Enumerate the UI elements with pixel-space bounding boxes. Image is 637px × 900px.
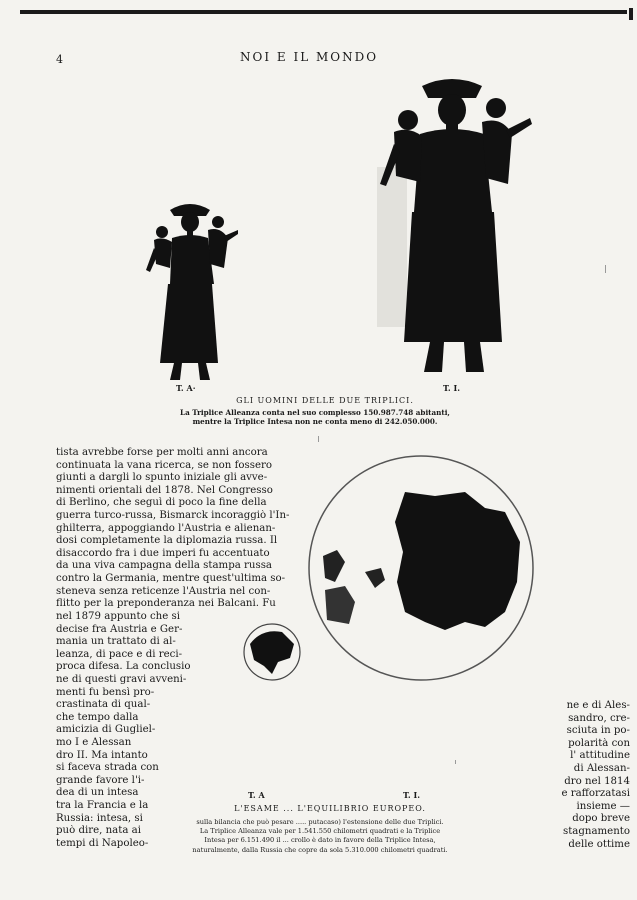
figure2-caption-line: Intesa per 6.151.490 il ... crollo è dato in favore della Triplice Intesa, (204, 836, 436, 845)
text-line: sciuta in po- (566, 725, 630, 737)
margin-mark (318, 436, 319, 442)
body-text-right-column (518, 700, 630, 851)
text-line: che tempo dalla (56, 711, 139, 723)
text-line: da una viva campagna della stampa russa (56, 560, 273, 572)
text-line: polarità con (568, 737, 630, 749)
text-line: ghilterra, appoggiando l'Austria e alienan- (56, 522, 276, 534)
body-text-left-top (56, 447, 301, 611)
text-line: tista avrebbe forse per molti anni ancora (56, 447, 268, 458)
text-line: può dire, nata ai (56, 825, 141, 837)
figure2-caption-line: sulla bilancia che può pesare ..... putacaso) l'estensione delle due Triplici. (196, 818, 444, 826)
text-line: di Alessan- (573, 762, 630, 774)
text-line: sandro, cre- (568, 712, 630, 724)
text-line: Russia: intesa, si (56, 812, 143, 824)
figure1-caption-line: mentre la Triplice Intesa non ne conta meno di 242.050.000. (192, 417, 438, 426)
figure1-label-triple-entente: T. I. (443, 383, 461, 393)
figure1-caption (150, 408, 480, 426)
running-title: NOI E IL MONDO (240, 50, 379, 64)
figure2-caption-title: L'ESAME ... L'EQUILIBRIO EUROPEO. (234, 804, 426, 813)
text-line: dosi completamente la diplomazia russa. Il (56, 535, 278, 547)
figure2-label-triple-alliance: T. A (248, 790, 265, 800)
top-rule (20, 10, 627, 14)
text-line: proca difesa. La conclusio (56, 661, 191, 673)
margin-mark (605, 265, 606, 273)
text-line: tempi di Napoleo- (56, 837, 149, 849)
text-line: delle ottime (568, 838, 630, 850)
text-line: nimenti orientali del 1878. Nel Congresso (56, 484, 273, 496)
silhouette-large-triple-entente (372, 72, 542, 382)
text-line: continuata la vana ricerca, se non fossero (56, 459, 272, 471)
map-circle-triple-alliance (242, 622, 302, 684)
text-line: l' attitudine (570, 750, 630, 762)
text-line: stagnamento (562, 825, 630, 837)
figure1-label-triple-alliance: T. A· (176, 383, 196, 393)
body-text-left-mid (56, 611, 191, 850)
text-line: menti fu bensì pro- (56, 686, 155, 698)
figure1-caption-line: La Triplice Alleanza conta nel suo complesso 150.987.748 abitanti, (180, 408, 450, 417)
top-right-mark (629, 8, 633, 20)
figure1-caption-title: GLI UOMINI DELLE DUE TRIPLICI. (236, 396, 414, 405)
text-line: crastinata di qual- (56, 699, 151, 711)
silhouette-small-triple-alliance (140, 198, 240, 388)
text-line: dopo breve (572, 813, 630, 825)
text-line: contro la Germania, mentre quest'ultima so- (56, 572, 286, 584)
text-line: giunti a dargli lo spunto iniziale gli avve- (56, 472, 268, 484)
text-line: si faceva strada con (56, 762, 159, 774)
text-line: insieme — (576, 800, 630, 812)
text-line: mania un trattato di al- (56, 636, 176, 648)
text-line: nel 1879 appunto che si (56, 611, 180, 622)
text-line: guerra turco-russa, Bismarck incoraggiò l'In- (56, 509, 290, 521)
figure2-caption-line: naturalmente, dalla Russia che copre da sola 5.310.000 chilometri quadrati. (192, 845, 448, 854)
text-line: leanza, di pace e di reci- (56, 648, 183, 660)
page-number: 4 (56, 53, 63, 66)
text-line: di Berlino, che seguì di poco la fine della (56, 497, 267, 509)
margin-mark (455, 760, 456, 764)
figure2-caption (160, 818, 480, 855)
text-line: ne e di Ales- (566, 700, 630, 711)
text-line: ne di questi gravi avveni- (56, 673, 187, 685)
text-line: disaccordo fra i due imperi fu accentuato (56, 547, 270, 559)
text-line: e rafforzatasi (561, 788, 630, 800)
text-line: mo I e Alessan (56, 736, 132, 748)
text-line: amicizia di Gugliel- (56, 724, 156, 736)
text-line: decise fra Austria e Ger- (56, 623, 183, 635)
map-circle-triple-entente (305, 452, 537, 684)
text-line: tra la Francia e la (56, 799, 149, 811)
text-line: flitto per la preponderanza nei Balcani. Fu (56, 598, 276, 610)
text-line: dro II. Ma intanto (56, 749, 148, 761)
text-line: dro nel 1814 (564, 775, 630, 787)
text-line: dea di un intesa (56, 787, 139, 799)
figure2-label-triple-entente: T. I. (403, 790, 421, 800)
text-line: steneva senza reticenze l'Austria nel con- (56, 585, 271, 597)
text-line: grande favore l'i- (56, 774, 145, 786)
figure2-caption-line: La Triplice Alleanza vale per 1.541.550 chilometri quadrati e la Triplice (199, 827, 441, 836)
